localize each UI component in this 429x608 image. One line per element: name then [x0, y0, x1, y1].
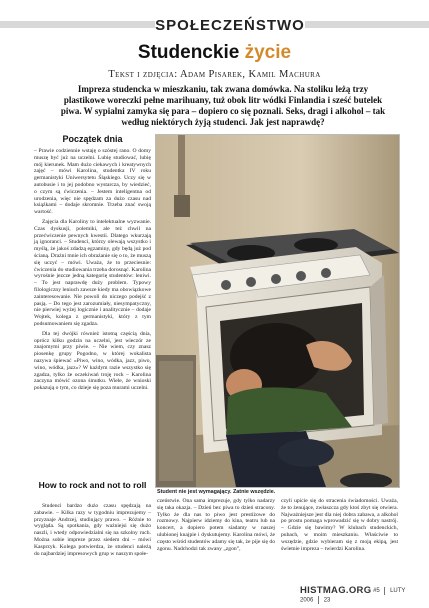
paragraph: czyli upicie się do stracenia świadomości. Uważa, że to żenujące, zwłaszcza gdy ktoś zbyt się otwiera. Najważniejsze jest dla niej dobra zabawa, a alkohol po prostu pomaga wprowadzić się w dobry nastrój. – Gdzie się bawimy? W klubach studenckich, pubach, w moim mieszkaniu. Właściwie to wszędzie, gdzie wybieram się z moją ekipą, jest świetnie impreza – twierdzi Karolina. [281, 498, 398, 552]
section-heading-howto: How to rock and not to roll [38, 480, 147, 490]
issue-number: #5 [373, 588, 380, 595]
paragraph: czeństwie. Ona sama imprezuje, gdy tylko nadarzy się taka okazja. – Dzień bez piwa to dzień stracony. Tylko że dla nas to piwo jest prestiżowe do rozmowy. Najpierw idziemy do kina, teatru lub na koncert, a dopiero potem siadamy w naszej ulubionej knajpie i dyskutujemy. Karolina mówi, że często wśród studentów adamy się tak, że pije się do zgonu. Nadchodzi tak zwany „zgon”, [157, 498, 275, 552]
bottom-column-3 [281, 498, 398, 555]
section-label: SPOŁECZEŃSTWO [155, 15, 305, 37]
paragraph: – Prawie codziennie wstaję o szóstej rano. O domy muszę być już na uczelni. Lubię studiować, lubię mój kierunek. Mam dużo ciekawych i kreatywnych zajęć – mówi Karolina, studentka IV roku germanistyki Uniwersytetu Śląskiego. Uczy się w autobusie i to jej podobno wystarcza, by wiedzieć, o czym są ćwiczenia. – Jestem inteligentna od urodzenia, więc nie spędzam za dużo czasu nad książkami – dodaje skromnie. Trzeba znać swoją wartość. [34, 148, 151, 216]
bottom-column-1 [34, 503, 151, 560]
left-column [34, 134, 151, 395]
page-footer [300, 585, 420, 604]
page-number: 23 [323, 597, 331, 604]
paragraph: Studenci bardzo dużo czasu spędzają na zabawie. – Kilka razy w tygodniu imprezujemy – przyznaje Andrzej, studiujący prawo. – Różnie to wygląda. Są spotkania, gdy ważniejsi się dużo naszli, i wtedy odpowiedzialni się na szkolny ruch. Można sobie impreze przez siedem dni – mówi Kasprzyk. Kolega potwierdza, że studenci należą do najbardziej impresowych grup w naszym społe- [34, 503, 151, 557]
photo-caption: Student nie jest wymagający. Zatnie wszędzie. [157, 489, 276, 495]
article-byline: Tekst i zdjęcia: Adam Pisarek, Kamil Machura [108, 69, 321, 80]
article-title [0, 42, 429, 64]
magazine-brand: HISTMAG.ORG [300, 585, 372, 596]
footer-divider [384, 587, 385, 595]
kitchen-photo-illustration [156, 135, 399, 487]
article-lead: Impreza studencka w mieszkaniu, tak zwana domówka. Na stoliku leżą trzy plastikowe woreczki pełne marihuany, tuż obok litr wódki Finlandia i sześć butelek piwa. W sypialni zamyka się para – dopiero co się poznali. Seks, dragi i alkohol – tak według niektórych żyją studenci. Jak jest naprawdę? [60, 84, 386, 127]
paragraph: Zajęcia dla Karoliny to intelektualne wyzwanie. Czas dyskusji, polemiki, ale też chwil na przećwiczenie pewnych kwestii. Dlatego wkurzają ją ignoranci. – Studenci, którzy olewają wszystko i myślą, że jakoś zdadzą egzaminy, gdy będą już pod ścianą. Drażni mnie ich obrażanie się o to, że muszą się uczyć – mówi. Uważa, że to przeciesnie: ćwiczenia do studiowania trzeba dorosnąć. Karolina wyrośnie jezcze jedną kategorię studentów: leniwi. – To jest naprawdę duży problem. Typowy filologiczny leniuch zawsze kiedy ma obowiązkowe zainteresowanie. Nie powoli do niczego podejść z pasją. – Do tego jest zarozumiały, niesympatyczny, nie pierwiej wyżej logicznie i analitycznie – dodaje Wojtek, kolega z germanistyki, który z tym podsumowaniem się zgadza. [34, 218, 151, 327]
section-heading-start: Początek dnia [62, 134, 123, 144]
bottom-column-2 [157, 498, 275, 555]
paragraph: Dla tej dwójki również istotną częścią dnia, oprócz kilku godzin na uczelni, jest wieczór ze znajomymi przy piwie. – Nie wiem, czy znasz piosenkę grupy Pogodno, w której wokalista nazywa śpiewać «Piwo, wino, wódka, jazz, piwo, wino, wódka, jazz»? W każdym razie wszystko się zgadza, tylko że oczekiwań troję rock – Karolina zaczyna mówić ozona śmutku. Wiele, że wnioski pokazują o tym, co dzieje się poza murami uczelni. [34, 330, 151, 392]
footer-divider [318, 596, 319, 604]
article-photo [155, 134, 400, 488]
article-title-main: Studenckie [137, 42, 240, 63]
issue-date: LUTY 2006 [300, 588, 406, 604]
article-title-highlight: życie [244, 42, 292, 63]
section-band [0, 14, 429, 38]
